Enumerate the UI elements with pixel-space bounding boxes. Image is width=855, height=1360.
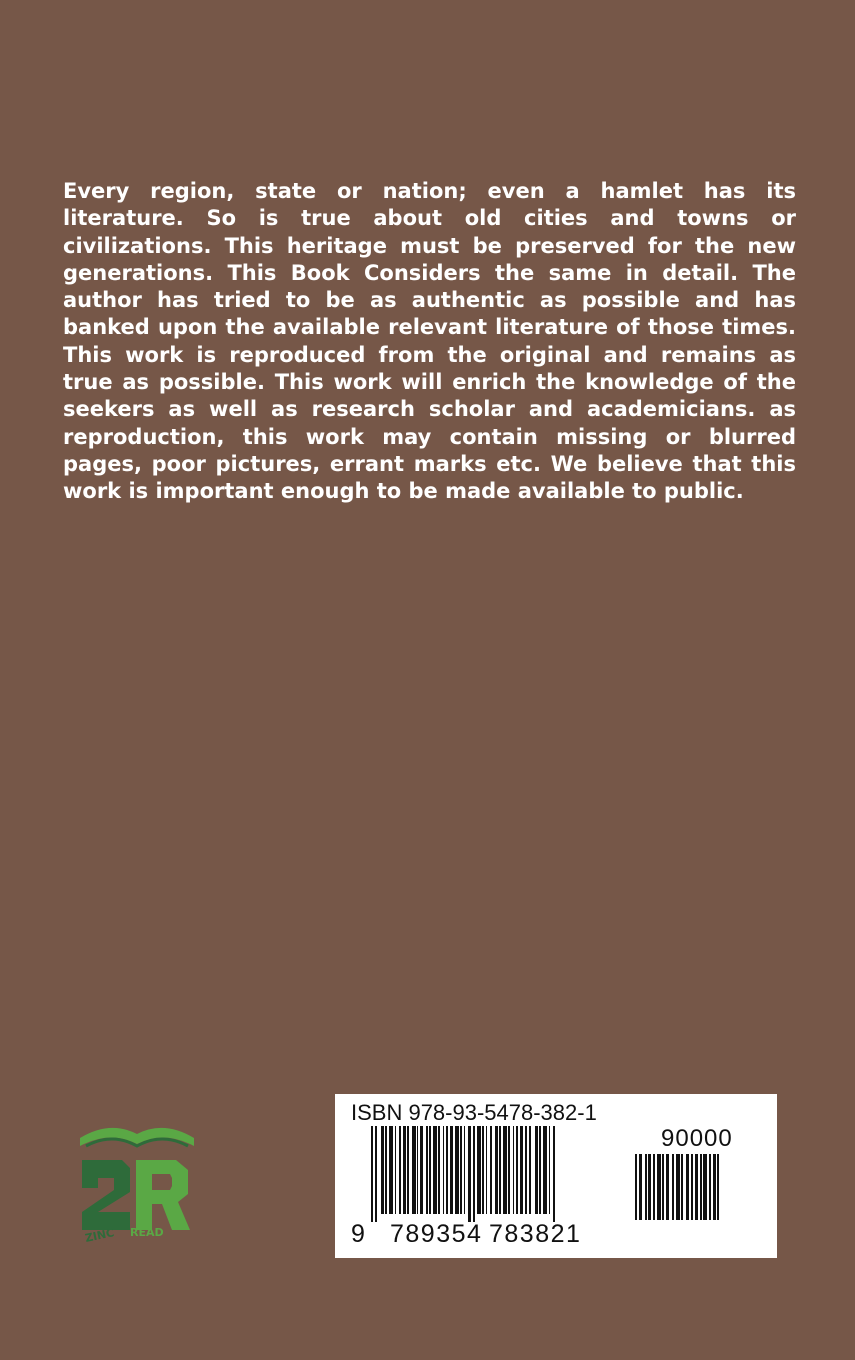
barcode-digits-left: 789354 <box>390 1220 483 1248</box>
publisher-name-zinc: ZINC <box>83 1226 116 1245</box>
zincread-logo-icon <box>72 1108 202 1246</box>
publisher-name-read: READ <box>130 1226 164 1239</box>
barcode-main-bars <box>371 1126 621 1222</box>
back-cover-description: Every region, state or nation; even a hamlet has its literature. So is true about old cities and towns or civilizations. This heritage must be preserved for the new generations. This Book Considers the same in detail. The author has tried to be as authentic as possible and has banked upon the available relevant literature of those times. This work is reproduced from the original and remains as true as possible. This work will enrich the knowledge of the seekers as well as research scholar and academicians. as reproduction, this work may contain missing or blurred pages, poor pictures, errant marks etc. We believe that this work is important enough to be made available to public. <box>63 179 796 504</box>
isbn-barcode <box>335 1094 777 1258</box>
barcode-addon-bars <box>635 1154 760 1222</box>
addon-price-code: 90000 <box>661 1125 733 1152</box>
barcode-digits-right: 783821 <box>489 1220 582 1248</box>
barcode-digit-first: 9 <box>351 1220 367 1248</box>
isbn-label: ISBN 978-93-5478-382-1 <box>351 1100 597 1125</box>
